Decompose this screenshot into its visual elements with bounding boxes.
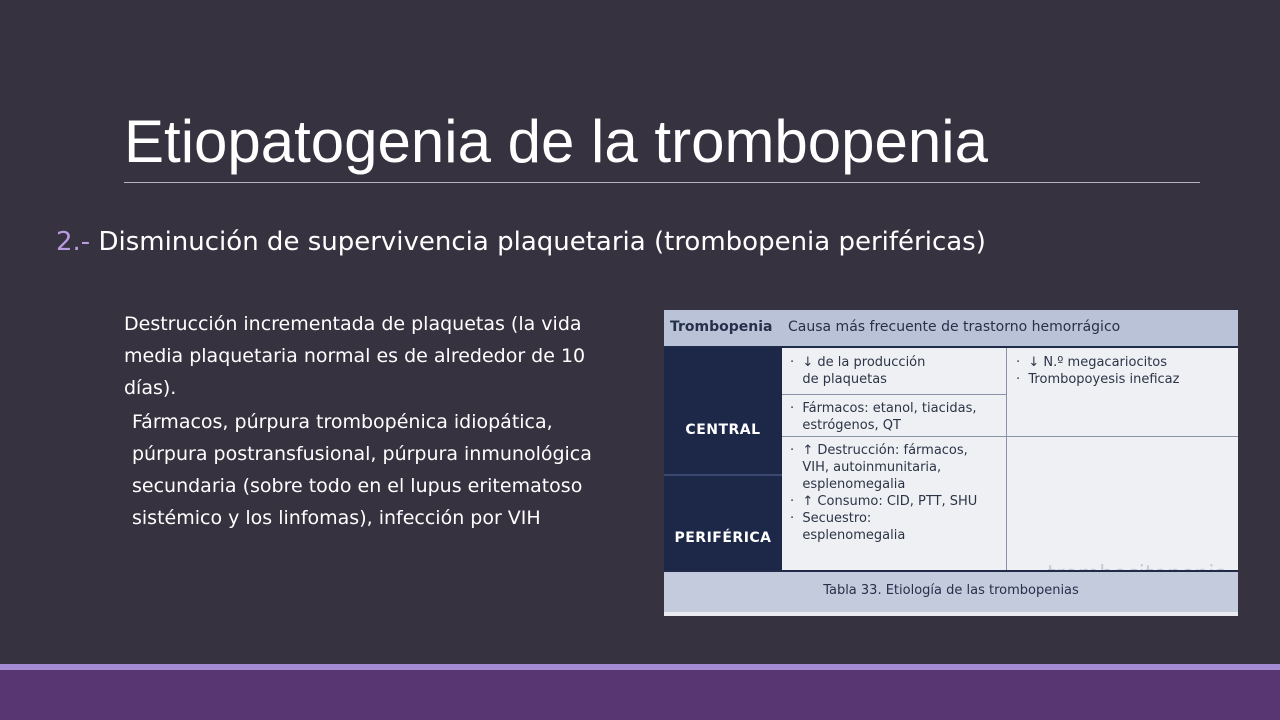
title-divider (124, 182, 1200, 183)
bottom-bar (0, 670, 1280, 720)
slide-subtitle (56, 222, 986, 262)
table-cell-central-produccion: · ↓ de la producción de plaquetas (790, 355, 926, 387)
table-row-label-central: CENTRAL (685, 422, 761, 438)
table-header-trombopenia: Trombopenia (670, 319, 773, 335)
table-header-causa: Causa más frecuente de trastorno hemorrágico (788, 319, 1121, 335)
table-row-labels (664, 348, 782, 570)
table-row-label-periferica: PERIFÉRICA (674, 530, 772, 546)
table-cells (782, 348, 1238, 570)
table-cell-central-megacariocitos: · ↓ N.º megacariocitos · Trombopoyesis ineficaz (1016, 355, 1180, 387)
table-header (664, 310, 1238, 348)
paragraph-farmacos: Fármacos, púrpura trombopénica idiopática, púrpura postransfusional, púrpura inmunológica secundaria (sobre todo en el lupus eritematoso sistémico y los linfomas), infección por VIH (132, 411, 592, 529)
subtitle-number: 2.- (56, 227, 91, 257)
table-cell-central-farmacos: · Fármacos: etanol, tiacidas, estrógenos, QT (790, 401, 977, 433)
table-cell-divider (782, 394, 1006, 395)
table-cell-periferica: · ↑ Destrucción: fármacos, VIH, autoinmunitaria, esplenomegalia · ↑ Consumo: CID, PTT, SHU · Secuestro: esplenomegalia (790, 443, 978, 543)
table-footer (664, 570, 1238, 612)
subtitle-text: Disminución de supervivencia plaquetaria (trombopenia periféricas) (90, 227, 986, 257)
body-text (124, 308, 624, 534)
paragraph-destruccion: Destrucción incrementada de plaquetas (la vida media plaquetaria normal es de alrededor de 10 días). (124, 313, 586, 399)
table-row-divider (782, 436, 1238, 437)
slide-title: Etiopatogenia de la trombopenia (124, 108, 988, 175)
table-column-divider (1006, 348, 1007, 570)
table-caption: Tabla 33. Etiología de las trombopenias (823, 583, 1079, 598)
table-row-divider (664, 474, 782, 476)
etiology-table-image (664, 310, 1238, 616)
